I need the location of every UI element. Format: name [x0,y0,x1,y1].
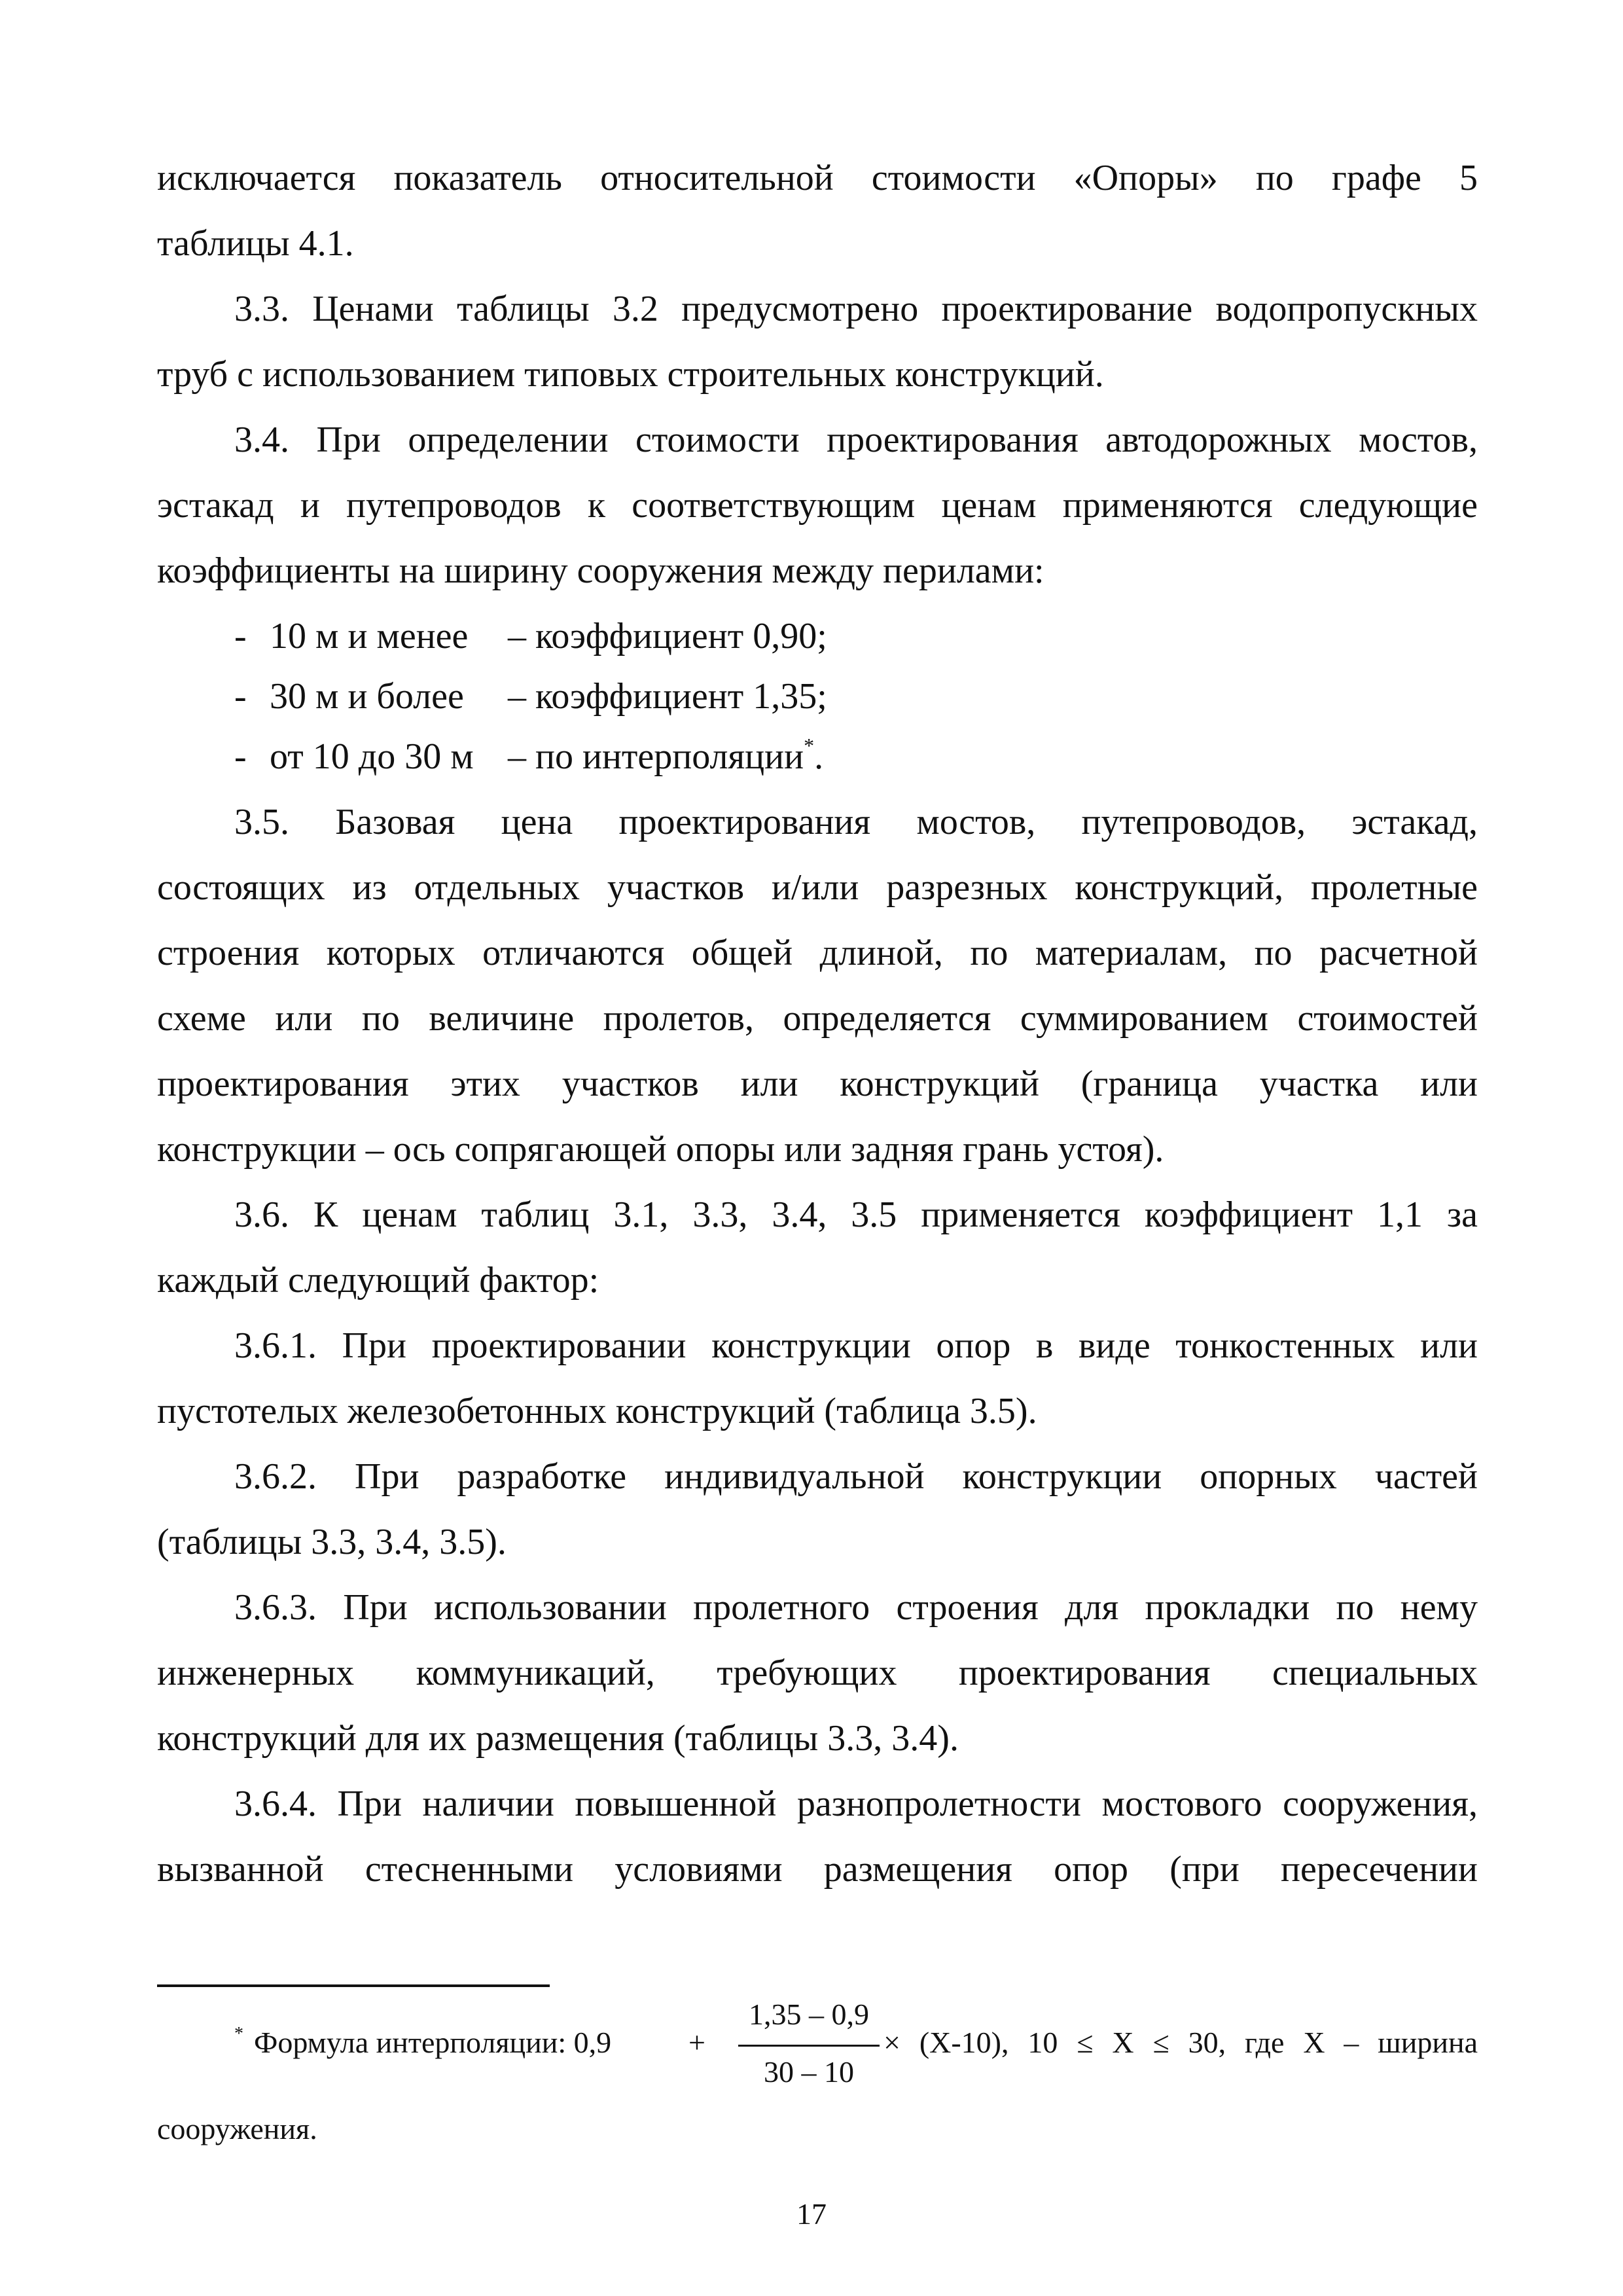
paragraph-3-6-1-line-1: 3.6.1. При проектировании конструкции опор в виде тонкостенных или [234,1325,1478,1366]
fraction-bar [738,2045,880,2047]
paragraph-3-6-2-line-1: 3.6.2. При разработке индивидуальной конструкции опорных частей [234,1456,1478,1497]
footnote-lead [234,2024,611,2061]
list-dash: - [234,676,247,717]
list-terminator: . [814,736,824,777]
paragraph-3-6-4-line-1: 3.6.4. При наличии повышенной разнопролетности мостового сооружения, [234,1784,1478,1824]
footnote-line-2: сооружения. [157,2112,317,2145]
paragraph-3-6-3-line-2: инженерных коммуникаций, требующих проектирования специальных [157,1653,1478,1693]
paragraph-3-4-line-3: коэффициенты на ширину сооружения между перилами: [157,550,1044,591]
paragraph-1-line-2: таблицы 4.1. [157,223,354,264]
paragraph-3-5-line-5: проектирования этих участков или конструкций (граница участка или [157,1064,1478,1104]
list-value: – коэффициент 1,35; [508,676,827,717]
list-range: 10 м и менее [270,616,469,656]
fraction-numerator: 1,35 – 0,9 [749,1998,869,2031]
paragraph-3-6-line-1: 3.6. К ценам таблиц 3.1, 3.3, 3.4, 3.5 применяется коэффициент 1,1 за [234,1194,1478,1235]
paragraph-3-6-4-line-2: вызванной стесненными условиями размещения опор (при пересечении [157,1849,1478,1890]
page-number: 17 [796,2197,827,2231]
paragraph-3-5-line-3: строения которых отличаются общей длиной, по материалам, по расчетной [157,933,1478,973]
paragraph-3-5-line-4: схеме или по величине пролетов, определяется суммированием стоимостей [157,998,1478,1039]
paragraph-3-6-line-2: каждый следующий фактор: [157,1260,599,1300]
paragraph-3-3-line-1: 3.3. Ценами таблицы 3.2 предусмотрено проектирование водопропускных [234,289,1478,329]
footnote-tail: × (Х-10), 10 ≤ Х ≤ 30, где Х – ширина [883,2026,1478,2059]
paragraph-3-5-line-1: 3.5. Базовая цена проектирования мостов, путепроводов, эстакад, [234,802,1478,842]
list-range: от 10 до 30 м [270,736,474,777]
list-value: – по интерполяции [508,736,804,777]
paragraph-3-3-line-2: труб с использованием типовых строительных конструкций. [157,354,1104,395]
list-dash: - [234,736,247,777]
paragraph-3-5-line-6: конструкции – ось сопрягающей опоры или задняя грань устоя). [157,1129,1164,1170]
footnote-plus: + [688,2026,705,2059]
fraction-denominator: 30 – 10 [764,2055,854,2089]
paragraph-3-4-line-2: эстакад и путепроводов к соответствующим ценам применяются следующие [157,485,1478,526]
paragraph-3-6-1-line-2: пустотелых железобетонных конструкций (таблица 3.5). [157,1391,1037,1431]
paragraph-3-4-line-1: 3.4. При определении стоимости проектирования автодорожных мостов, [234,420,1478,460]
paragraph-3-6-3-line-3: конструкций для их размещения (таблицы 3.3, 3.4). [157,1718,959,1759]
footnote-reference: * [804,734,815,757]
footnote-separator [157,1984,550,1987]
list-dash: - [234,616,247,656]
footnote-mark: * [234,2024,243,2044]
list-range: 30 м и более [270,676,464,717]
paragraph-1-line-1: исключается показатель относительной стоимости «Опоры» по графе 5 [157,158,1478,198]
paragraph-3-6-3-line-1: 3.6.3. При использовании пролетного строения для прокладки по нему [234,1587,1478,1628]
list-value-with-footnote [508,736,823,778]
paragraph-3-6-2-line-2: (таблицы 3.3, 3.4, 3.5). [157,1522,507,1562]
footnote-lead-text: Формула интерполяции: 0,9 [254,2026,612,2059]
list-value: – коэффициент 0,90; [508,616,827,656]
paragraph-3-5-line-2: состоящих из отдельных участков и/или разрезных конструкций, пролетные [157,867,1478,908]
